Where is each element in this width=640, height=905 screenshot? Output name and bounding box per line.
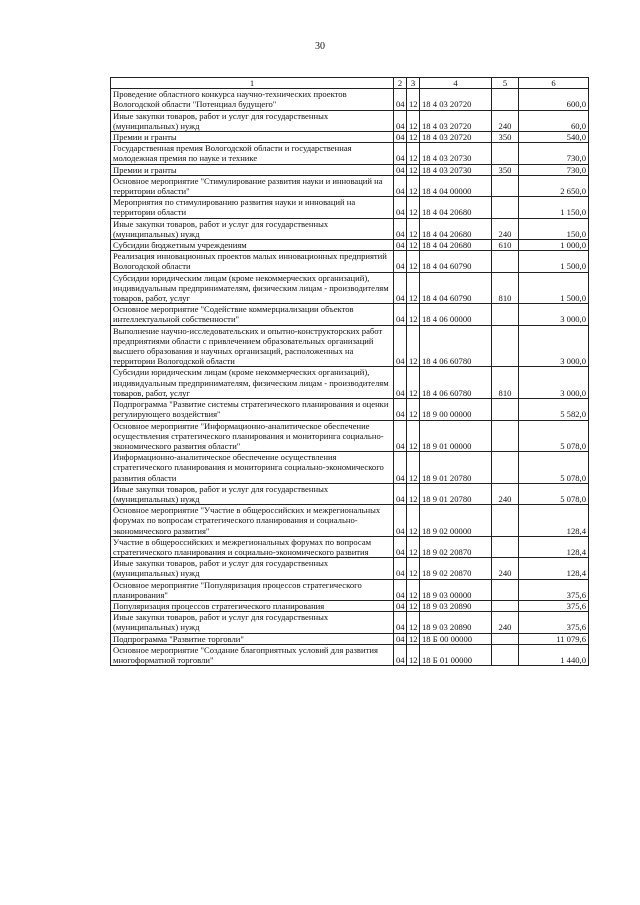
row-name: Основное мероприятие "Содействие коммерциализации объектов интеллектуальной собственности" bbox=[111, 304, 394, 325]
row-amount: 150,0 bbox=[519, 218, 589, 239]
row-amount: 1 150,0 bbox=[519, 197, 589, 218]
row-target-code: 18 4 04 20680 bbox=[420, 240, 492, 251]
row-amount: 1 440,0 bbox=[519, 644, 589, 665]
row-name: Мероприятия по стимулированию развития науки и инноваций на территории области bbox=[111, 197, 394, 218]
row-section: 04 bbox=[394, 132, 407, 143]
header-col-3: 3 bbox=[407, 78, 420, 89]
row-expense-type bbox=[492, 325, 519, 367]
row-amount: 3 000,0 bbox=[519, 304, 589, 325]
table-row bbox=[111, 164, 589, 175]
row-target-code: 18 4 06 60780 bbox=[420, 325, 492, 367]
row-target-code: 18 4 06 60780 bbox=[420, 367, 492, 399]
row-expense-type bbox=[492, 420, 519, 452]
header-col-1: 1 bbox=[111, 78, 394, 89]
table-row bbox=[111, 558, 589, 579]
row-section: 04 bbox=[394, 304, 407, 325]
table-row bbox=[111, 251, 589, 272]
row-section: 04 bbox=[394, 164, 407, 175]
row-amount: 600,0 bbox=[519, 89, 589, 110]
row-name: Выполнение научно-исследовательских и опытно-конструкторских работ предприятиями области с привлечением образовательных организаций высшего образования и научных организаций, расположенных на территории Вологодской области bbox=[111, 325, 394, 367]
row-expense-type: 810 bbox=[492, 367, 519, 399]
row-expense-type: 610 bbox=[492, 240, 519, 251]
row-target-code: 18 9 03 00000 bbox=[420, 579, 492, 600]
header-col-2: 2 bbox=[394, 78, 407, 89]
row-subsection: 12 bbox=[407, 420, 420, 452]
row-subsection: 12 bbox=[407, 89, 420, 110]
table-row bbox=[111, 452, 589, 484]
row-amount: 5 582,0 bbox=[519, 399, 589, 420]
row-target-code: 18 4 04 60790 bbox=[420, 272, 492, 304]
row-subsection: 12 bbox=[407, 367, 420, 399]
header-col-4: 4 bbox=[420, 78, 492, 89]
row-name: Государственная премия Вологодской области и государственная молодежная премия по науке и технике bbox=[111, 143, 394, 164]
table-header-row bbox=[111, 78, 589, 89]
row-amount: 3 000,0 bbox=[519, 325, 589, 367]
row-target-code: 18 9 00 00000 bbox=[420, 399, 492, 420]
row-expense-type: 240 bbox=[492, 218, 519, 239]
row-target-code: 18 4 03 20720 bbox=[420, 132, 492, 143]
row-name: Проведение областного конкурса научно-технических проектов Вологодской области "Потенциал будущего" bbox=[111, 89, 394, 110]
row-subsection: 12 bbox=[407, 218, 420, 239]
row-expense-type: 240 bbox=[492, 558, 519, 579]
header-col-6: 6 bbox=[519, 78, 589, 89]
row-amount: 3 000,0 bbox=[519, 367, 589, 399]
row-section: 04 bbox=[394, 612, 407, 633]
row-amount: 375,6 bbox=[519, 600, 589, 611]
table-row bbox=[111, 197, 589, 218]
row-name: Популяризация процессов стратегического планирования bbox=[111, 600, 394, 611]
row-target-code: 18 4 03 20720 bbox=[420, 89, 492, 110]
row-section: 04 bbox=[394, 633, 407, 644]
row-target-code: 18 9 02 00000 bbox=[420, 505, 492, 537]
row-section: 04 bbox=[394, 558, 407, 579]
row-amount: 128,4 bbox=[519, 505, 589, 537]
row-name: Иные закупки товаров, работ и услуг для государственных (муниципальных) нужд bbox=[111, 483, 394, 504]
row-expense-type bbox=[492, 89, 519, 110]
row-expense-type bbox=[492, 644, 519, 665]
table-row bbox=[111, 612, 589, 633]
row-section: 04 bbox=[394, 110, 407, 131]
row-section: 04 bbox=[394, 367, 407, 399]
table-row bbox=[111, 579, 589, 600]
row-name: Основное мероприятие "Создание благоприятных условий для развития многоформатной торговли" bbox=[111, 644, 394, 665]
table-row bbox=[111, 304, 589, 325]
row-subsection: 12 bbox=[407, 633, 420, 644]
table-row bbox=[111, 600, 589, 611]
row-amount: 60,0 bbox=[519, 110, 589, 131]
row-expense-type: 240 bbox=[492, 483, 519, 504]
row-amount: 730,0 bbox=[519, 164, 589, 175]
row-expense-type bbox=[492, 399, 519, 420]
table-row bbox=[111, 420, 589, 452]
row-target-code: 18 9 03 20890 bbox=[420, 600, 492, 611]
table-row bbox=[111, 325, 589, 367]
row-name: Участие в общероссийских и межрегиональных форумах по вопросам стратегического планирования и социально-экономического развития bbox=[111, 536, 394, 557]
row-expense-type bbox=[492, 633, 519, 644]
row-section: 04 bbox=[394, 644, 407, 665]
table-row bbox=[111, 143, 589, 164]
row-subsection: 12 bbox=[407, 505, 420, 537]
row-subsection: 12 bbox=[407, 452, 420, 484]
table-row bbox=[111, 536, 589, 557]
row-subsection: 12 bbox=[407, 164, 420, 175]
row-subsection: 12 bbox=[407, 600, 420, 611]
row-section: 04 bbox=[394, 240, 407, 251]
row-target-code: 18 9 03 20890 bbox=[420, 612, 492, 633]
row-section: 04 bbox=[394, 420, 407, 452]
row-target-code: 18 9 01 20780 bbox=[420, 483, 492, 504]
page-number: 30 bbox=[315, 41, 325, 52]
row-amount: 5 078,0 bbox=[519, 483, 589, 504]
row-subsection: 12 bbox=[407, 175, 420, 196]
row-target-code: 18 4 04 00000 bbox=[420, 175, 492, 196]
row-expense-type bbox=[492, 197, 519, 218]
row-name: Премии и гранты bbox=[111, 132, 394, 143]
row-expense-type: 350 bbox=[492, 164, 519, 175]
row-subsection: 12 bbox=[407, 251, 420, 272]
row-subsection: 12 bbox=[407, 197, 420, 218]
row-subsection: 12 bbox=[407, 143, 420, 164]
budget-table bbox=[110, 77, 589, 666]
row-amount: 5 078,0 bbox=[519, 420, 589, 452]
row-expense-type: 350 bbox=[492, 132, 519, 143]
table-body bbox=[111, 89, 589, 666]
row-name: Подпрограмма "Развитие системы стратегического планирования и оценки регулирующего воздействия" bbox=[111, 399, 394, 420]
row-amount: 5 078,0 bbox=[519, 452, 589, 484]
row-name: Иные закупки товаров, работ и услуг для государственных (муниципальных) нужд bbox=[111, 612, 394, 633]
row-target-code: 18 4 04 60790 bbox=[420, 251, 492, 272]
row-subsection: 12 bbox=[407, 325, 420, 367]
row-subsection: 12 bbox=[407, 579, 420, 600]
row-expense-type: 240 bbox=[492, 110, 519, 131]
row-expense-type bbox=[492, 600, 519, 611]
row-subsection: 12 bbox=[407, 536, 420, 557]
row-target-code: 18 4 04 20680 bbox=[420, 218, 492, 239]
row-amount: 375,6 bbox=[519, 612, 589, 633]
row-section: 04 bbox=[394, 251, 407, 272]
row-section: 04 bbox=[394, 399, 407, 420]
row-section: 04 bbox=[394, 272, 407, 304]
row-section: 04 bbox=[394, 197, 407, 218]
row-target-code: 18 4 03 20730 bbox=[420, 143, 492, 164]
row-name: Иные закупки товаров, работ и услуг для государственных (муниципальных) нужд bbox=[111, 218, 394, 239]
row-amount: 128,4 bbox=[519, 536, 589, 557]
row-expense-type bbox=[492, 251, 519, 272]
row-name: Субсидии юридическим лицам (кроме некоммерческих организаций), индивидуальным предпринимателям, физическим лицам - производителям товаров, работ, услуг bbox=[111, 367, 394, 399]
row-expense-type bbox=[492, 452, 519, 484]
row-target-code: 18 4 06 00000 bbox=[420, 304, 492, 325]
table-row bbox=[111, 505, 589, 537]
row-name: Иные закупки товаров, работ и услуг для государственных (муниципальных) нужд bbox=[111, 110, 394, 131]
header-col-5: 5 bbox=[492, 78, 519, 89]
row-subsection: 12 bbox=[407, 132, 420, 143]
row-subsection: 12 bbox=[407, 558, 420, 579]
row-section: 04 bbox=[394, 505, 407, 537]
row-target-code: 18 9 01 20780 bbox=[420, 452, 492, 484]
row-amount: 2 650,0 bbox=[519, 175, 589, 196]
row-expense-type bbox=[492, 579, 519, 600]
row-name: Реализация инновационных проектов малых инновационных предприятий Вологодской области bbox=[111, 251, 394, 272]
row-expense-type bbox=[492, 304, 519, 325]
table-row bbox=[111, 272, 589, 304]
table-row bbox=[111, 367, 589, 399]
row-target-code: 18 4 04 20680 bbox=[420, 197, 492, 218]
table-row bbox=[111, 218, 589, 239]
row-expense-type bbox=[492, 505, 519, 537]
row-subsection: 12 bbox=[407, 272, 420, 304]
row-expense-type bbox=[492, 143, 519, 164]
row-section: 04 bbox=[394, 452, 407, 484]
row-expense-type: 810 bbox=[492, 272, 519, 304]
row-amount: 1 500,0 bbox=[519, 251, 589, 272]
row-expense-type bbox=[492, 175, 519, 196]
row-section: 04 bbox=[394, 143, 407, 164]
table-row bbox=[111, 89, 589, 110]
row-section: 04 bbox=[394, 536, 407, 557]
row-name: Основное мероприятие "Популяризация процессов стратегического планирования" bbox=[111, 579, 394, 600]
row-section: 04 bbox=[394, 579, 407, 600]
row-subsection: 12 bbox=[407, 399, 420, 420]
row-section: 04 bbox=[394, 600, 407, 611]
table-row bbox=[111, 110, 589, 131]
row-name: Премии и гранты bbox=[111, 164, 394, 175]
row-section: 04 bbox=[394, 218, 407, 239]
table-row bbox=[111, 240, 589, 251]
row-subsection: 12 bbox=[407, 483, 420, 504]
table-row bbox=[111, 483, 589, 504]
row-amount: 128,4 bbox=[519, 558, 589, 579]
row-target-code: 18 9 02 20870 bbox=[420, 558, 492, 579]
row-name: Субсидии бюджетным учреждениям bbox=[111, 240, 394, 251]
row-subsection: 12 bbox=[407, 644, 420, 665]
row-expense-type: 240 bbox=[492, 612, 519, 633]
table-row bbox=[111, 399, 589, 420]
row-amount: 1 500,0 bbox=[519, 272, 589, 304]
row-name: Информационно-аналитическое обеспечение осуществления стратегического планирования и мониторинга социально-экономического развития области bbox=[111, 452, 394, 484]
row-target-code: 18 9 02 20870 bbox=[420, 536, 492, 557]
row-amount: 11 079,6 bbox=[519, 633, 589, 644]
table-row bbox=[111, 175, 589, 196]
row-amount: 1 000,0 bbox=[519, 240, 589, 251]
row-target-code: 18 Б 01 00000 bbox=[420, 644, 492, 665]
table-row bbox=[111, 633, 589, 644]
row-target-code: 18 4 03 20720 bbox=[420, 110, 492, 131]
row-section: 04 bbox=[394, 175, 407, 196]
row-section: 04 bbox=[394, 483, 407, 504]
row-target-code: 18 Б 00 00000 bbox=[420, 633, 492, 644]
table-row bbox=[111, 644, 589, 665]
row-amount: 730,0 bbox=[519, 143, 589, 164]
row-section: 04 bbox=[394, 325, 407, 367]
row-section: 04 bbox=[394, 89, 407, 110]
row-subsection: 12 bbox=[407, 240, 420, 251]
row-name: Основное мероприятие "Стимулирование развития науки и инноваций на территории области" bbox=[111, 175, 394, 196]
row-name: Субсидии юридическим лицам (кроме некоммерческих организаций), индивидуальным предпринимателям, физическим лицам - производителям товаров, работ, услуг bbox=[111, 272, 394, 304]
row-amount: 375,6 bbox=[519, 579, 589, 600]
row-name: Иные закупки товаров, работ и услуг для государственных (муниципальных) нужд bbox=[111, 558, 394, 579]
row-target-code: 18 4 03 20730 bbox=[420, 164, 492, 175]
row-expense-type bbox=[492, 536, 519, 557]
row-target-code: 18 9 01 00000 bbox=[420, 420, 492, 452]
row-name: Основное мероприятие "Участие в общероссийских и межрегиональных форумах по вопросам стратегического планирования и социально-экономического развития" bbox=[111, 505, 394, 537]
row-subsection: 12 bbox=[407, 612, 420, 633]
row-subsection: 12 bbox=[407, 304, 420, 325]
table-row bbox=[111, 132, 589, 143]
row-name: Подпрограмма "Развитие торговли" bbox=[111, 633, 394, 644]
row-amount: 540,0 bbox=[519, 132, 589, 143]
row-subsection: 12 bbox=[407, 110, 420, 131]
row-name: Основное мероприятие "Информационно-аналитическое обеспечение осуществления стратегического планирования и мониторинга социально-экономического развития области" bbox=[111, 420, 394, 452]
